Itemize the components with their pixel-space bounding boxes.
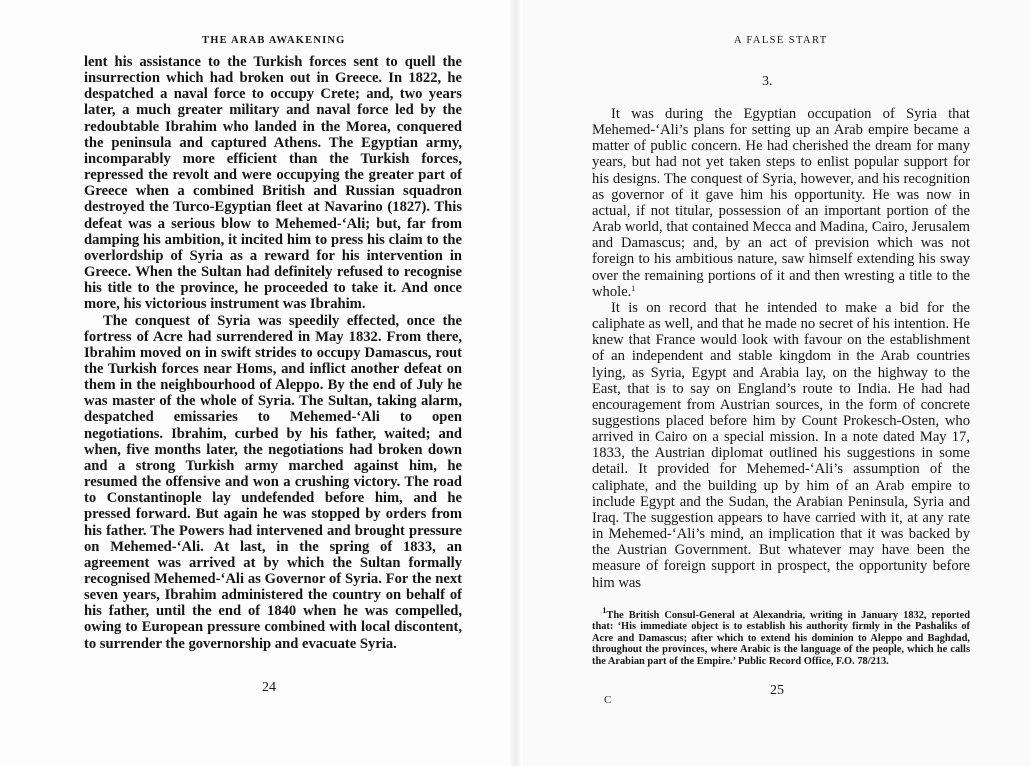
right-page-number: 25: [770, 683, 784, 698]
footnote-text: The British Consul-General at Alexandria, writing in January 1832, reported that: ‘His immediate object is to establish his authority firmly in the Pashaliks of Acre and Damascus; after which to extend his dominion to Aleppo and Baghdad, throughout the provinces, where Arabic is the language of the people, which he calls the Arabian part of the Empire.’ Public Record Office, F.O. 78/213.: [592, 610, 970, 667]
right-paragraph-1-text: It was during the Egyptian occupation of Syria that Mehemed-‘Ali’s plans for setting up an Arab empire became a matter of public concern. He had cherished the dream for many years, but had not yet taken steps to enlist popular support for his designs. The conquest of Syria, however, and his recognition as governor of it gave him his opportunity. He was now in actual, if not titular, possession of an important portion of the Arab world, that contained Mecca and Madina, Cairo, Jerusalem and Damascus; and, by an act of prevision which was not foreign to his ambitious nature, saw himself extending his sway over the remaining portions of it and then wresting a title to the whole.: [592, 106, 970, 300]
left-running-head: THE ARAB AWAKENING: [202, 35, 346, 46]
footnote-reference: 1: [631, 283, 636, 293]
right-body-text: [592, 106, 970, 591]
left-paragraph-2: The conquest of Syria was speedily effected, once the fortress of Acre had surrendered in May 1832. From there, Ibrahim moved on in swift strides to occupy Damascus, rout the Turkish forces near Homs, and inflict another defeat on them in the neighbourhood of Aleppo. By the end of July he was master of the whole of Syria. The Sultan, taking alarm, despatched emissaries to Mehemed-‘Ali to open negotiations. Ibrahim, curbed by his father, waited; and when, five months later, the negotiations had broken down and a strong Turkish army marched against him, he resumed the offensive and won a crushing victory. The road to Constantinople lay undefended before him, and he pressed forward. But again he was stopped by orders from his father. The Powers had intervened and brought pressure on Mehemed-‘Ali. At last, in the spring of 1833, an agreement was arrived at by which the Sultan formally recognised Mehemed-‘Ali as Governor of Syria. For the next seven years, Ibrahim administered the country on behalf of his father, until the end of 1840 when he was compelled, owing to European pressure combined with local discontent, to surrender the governorship and evacuate Syria.: [84, 312, 462, 652]
right-paragraph-2: It is on record that he intended to make a bid for the caliphate as well, and that he made no secret of his intention. He knew that France would look with favour on the establishment of an independent and stable kingdom in the Arab countries lying, as Syria, Egypt and Arabia lay, on the highway to the East, that is to say on England’s route to India. He had had encouragement from Austrian sources, in the form of concrete suggestions placed before him by Count Prokesch-Osten, who arrived in Cairo on a special mission. In a note dated May 17, 1833, the Austrian diplomat outlined his suggestions in some detail. It provided for Mehemed-‘Ali’s assumption of the caliphate, and the building up by him of an Arab empire to include Egypt and the Sudan, the Arabian Peninsula, Syria and Iraq. The suggestion appears to have carried with it, at any rate in Mehemed-‘Ali’s mind, an implication that it was backed by the Austrian Government. But whatever may have been the measure of foreign support in prospect, the opportunity before him was: [592, 299, 970, 591]
right-running-head: A FALSE START: [734, 35, 828, 46]
footnote: [592, 606, 970, 667]
section-number: 3.: [762, 74, 773, 89]
footnote-number: 1: [602, 606, 607, 615]
left-page-number: 24: [262, 680, 276, 695]
signature-mark: C: [604, 694, 612, 706]
left-body-text: [84, 54, 462, 652]
right-paragraph-1: [592, 106, 970, 300]
book-gutter: [508, 0, 522, 766]
left-paragraph-1: lent his assistance to the Turkish forces sent to quell the insurrection which had broken out in Greece. In 1822, he despatched a naval force to occupy Crete; and, two years later, a much greater military and naval force led by the redoubtable Ibrahim who landed in the Morea, conquered the peninsula and captured Athens. The Egyptian army, incomparably more efficient than the Turkish forces, repressed the revolt and were occupying the greater part of Greece when a combined British and Russian squadron destroyed the Turco-Egyptian fleet at Navarino (1827). This defeat was a serious blow to Mehemed-‘Ali; but, far from damping his ambition, it incited him to press his claim to the overlordship of Syria as a reward for his intervention in Greece. When the Sultan had definitely refused to recognise his title to the province, he proceeded to take it. And once more, his victorious instrument was Ibrahim.: [84, 54, 462, 313]
